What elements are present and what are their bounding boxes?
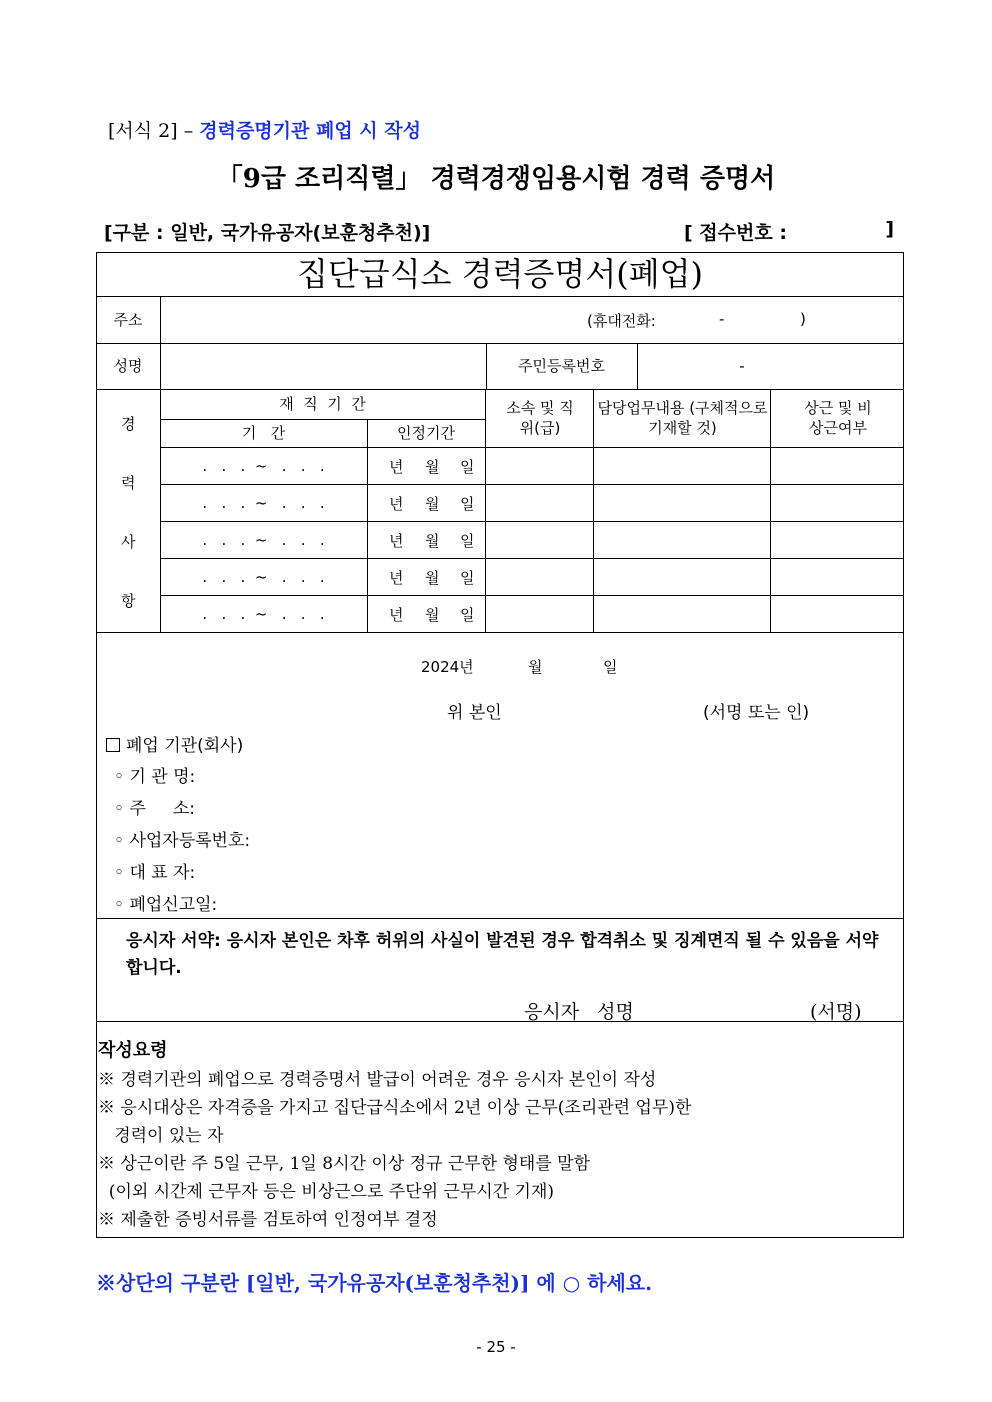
rrn-dash: - [739,357,745,375]
career-period: . . . ~ . . . [202,604,325,623]
closed-org-item-label: 기 관 명: [129,767,196,787]
recognized-year: 년 [389,495,404,513]
closed-org-heading [106,731,243,756]
signer-sign: (서명 또는 인) [703,703,810,723]
recognized-day: 일 [460,532,475,550]
date-day: 일 [603,658,618,676]
recognized-day: 일 [460,606,475,624]
line [367,419,368,632]
career-side-char: 항 [121,592,136,610]
recognized-month: 월 [425,569,440,587]
period-header: 기 간 [241,424,286,442]
fulltime-header: 상근 및 비상근여부 [804,399,872,437]
recognized-year: 년 [389,606,404,624]
form-note: 경력증명기관 폐업 시 작성 [199,120,421,142]
checkbox-icon[interactable] [106,738,120,752]
date-year: 2024년 [421,658,474,676]
guide-line: ※ 경력기관의 폐업으로 경력증명서 발급이 어려운 경우 응시자 본인이 작성 [98,1070,657,1090]
page-title: 「9급 조리직렬」 경력경쟁임용시험 경력 증명서 [216,164,776,194]
recognized-month: 월 [425,532,440,550]
pledge-sign-label: (서명) [810,1001,862,1023]
guide-line: ※ 상근이란 주 5일 근무, 1일 8시간 이상 정규 근무한 형태를 말함 [98,1154,590,1174]
line [770,389,771,632]
pledge-name-label: 응시자 성명 [524,1001,634,1023]
guide-line: 경력이 있는 자 [98,1126,224,1146]
receipt-close: ] [885,218,894,240]
career-period: . . . ~ . . . [202,493,325,512]
period-group-header: 재 직 기 간 [279,395,366,413]
guide-line: ※ 제출한 증빙서류를 검토하여 인정여부 결정 [98,1210,438,1230]
box-title-paren: (폐업) [616,255,704,293]
receipt-label: [ 접수번호 : [684,222,787,244]
closed-org-item: ◦ 사업자등록번호: [114,831,251,851]
phone-label: (휴대전화: [587,312,656,330]
line [96,918,904,919]
career-side-char: 경 [121,415,136,433]
guide-line: (이외 시간제 근무자 등은 비상근으로 주단위 근무시간 기재) [98,1182,555,1202]
recognized-day: 일 [460,569,475,587]
form-label [108,116,421,143]
recognized-month: 월 [425,495,440,513]
recognized-day: 일 [460,495,475,513]
duties-header: 담당업무내용 (구체적으로 기재할 것) [597,399,768,437]
recognized-day: 일 [460,458,475,476]
address-label: 주소 [113,310,143,329]
phone-dash: - [719,310,725,328]
recognized-year: 년 [389,532,404,550]
line [96,296,904,297]
category-field: [구분 : 일반, 국가유공자(보훈청추천)] [104,222,431,244]
closed-org-item: ◦ 기 관 명: [114,767,196,787]
closed-org-item: ◦ 폐업신고일: [114,895,218,915]
closed-org-item-label: 사업자등록번호: [129,831,251,851]
phone-close: ) [800,310,806,328]
rrn-label: 주민등록번호 [518,357,605,375]
name-label: 성명 [113,357,143,375]
guide-title: 작성요령 [98,1040,168,1061]
closed-org-item: ◦ 대 표 자: [114,863,196,883]
career-period: . . . ~ . . . [202,567,325,586]
page-number: - 25 - [476,1338,516,1356]
recognized-header: 인정기간 [397,424,455,442]
guide-line: ※ 응시대상은 자격증을 가지고 집단급식소에서 2년 이상 근무(조리관련 업무)한 [98,1098,692,1118]
closed-org-heading-label: 폐업 기관(회사) [126,736,244,756]
line [96,1021,904,1022]
box-title-main: 집단급식소 경력증명서 [296,255,617,293]
form-number: [서식 2] – [108,120,194,142]
career-side-char: 력 [121,474,136,492]
closed-org-item: ◦ 주 소: [114,799,196,819]
affiliation-header: 소속 및 직위(급) [506,399,574,437]
line [485,389,486,632]
career-period: . . . ~ . . . [202,530,325,549]
date-month: 월 [528,658,543,676]
closed-org-item-label: 주 소: [129,799,196,819]
receipt-number-field [684,218,894,245]
closed-org-item-label: 대 표 자: [129,863,196,883]
line [593,389,594,632]
recognized-month: 월 [425,458,440,476]
footer-note: ※상단의 구분란 [일반, 국가유공자(보훈청추천)] 에 ○ 하세요. [96,1271,653,1295]
box-title [96,252,904,296]
closed-org-item-label: 폐업신고일: [129,895,218,915]
signer-label: 위 본인 [447,703,502,723]
career-side-char: 사 [121,533,136,551]
recognized-year: 년 [389,569,404,587]
recognized-year: 년 [389,458,404,476]
career-period: . . . ~ . . . [202,456,325,475]
recognized-month: 월 [425,606,440,624]
line [96,632,904,633]
pledge-text: 응시자 서약: 응시자 본인은 차후 허위의 사실이 발견된 경우 합격취소 및 징계면직 될 수 있음을 서약 합니다. [126,931,879,978]
